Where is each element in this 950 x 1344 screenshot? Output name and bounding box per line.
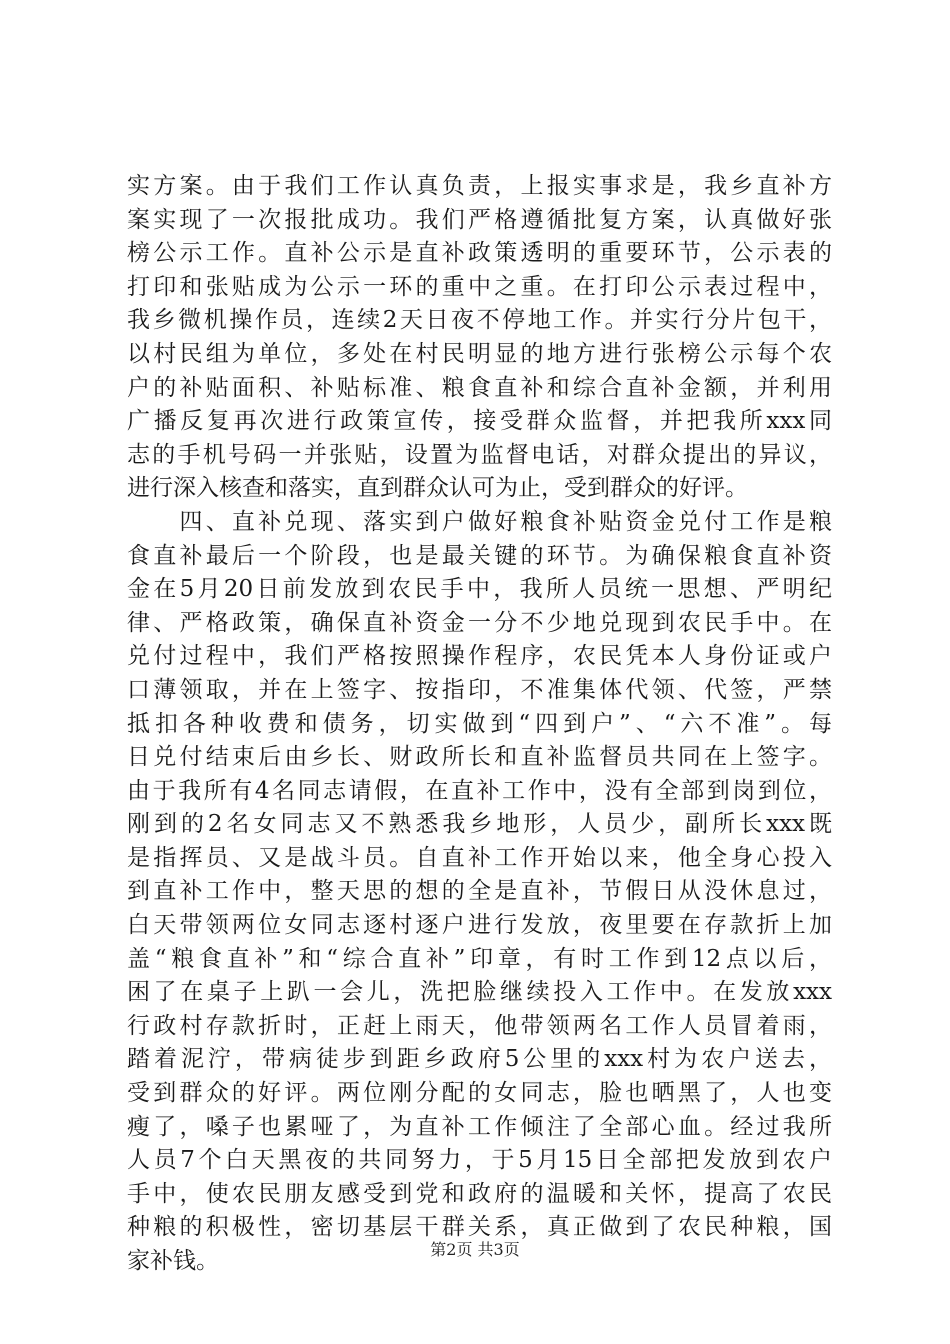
text-line: 踏着泥泞，带病徒步到距乡政府5公里的xxx村为农户送去， (127, 1046, 832, 1073)
text-line: 日兑付结束后由乡长、财政所长和直补监督员共同在上签字。 (127, 744, 832, 771)
text-line: 四、直补兑现、落实到户做好粮食补贴资金兑付工作是粮 (127, 508, 832, 535)
page-footer: 第2页 共3页 (430, 1240, 520, 1259)
text-line: 受到群众的好评。两位刚分配的女同志，脸也晒黑了，人也变 (127, 1080, 832, 1107)
text-line: 手中，使农民朋友感受到党和政府的温暖和关怀，提高了农民 (127, 1180, 832, 1207)
text-line: 行政村存款折时，正赶上雨天，他带领两名工作人员冒着雨， (127, 1012, 832, 1039)
text-line: 抵扣各种收费和债务，切实做到“四到户”、“六不准”。每 (127, 710, 832, 737)
text-line: 榜公示工作。直补公示是直补政策透明的重要环节，公示表的 (127, 240, 832, 267)
text-line: 家补钱。 (127, 1248, 219, 1274)
text-line: 到直补工作中，整天思的想的全是直补，节假日从没休息过， (127, 878, 832, 905)
text-line: 以村民组为单位，多处在村民明显的地方进行张榜公示每个农 (127, 340, 832, 367)
text-line: 案实现了一次报批成功。我们严格遵循批复方案，认真做好张 (127, 206, 832, 233)
text-line: 打印和张贴成为公示一环的重中之重。在打印公示表过程中， (127, 273, 832, 300)
text-line: 广播反复再次进行政策宣传，接受群众监督，并把我所xxx同 (127, 408, 832, 435)
text-line: 金在5月20日前发放到农民手中，我所人员统一思想、严明纪 (127, 576, 832, 603)
text-line: 进行深入核查和落实，直到群众认可为止，受到群众的好评。 (127, 475, 748, 502)
document-body (127, 170, 832, 1279)
text-line: 白天带领两位女同志逐村逐户进行发放，夜里要在存款折上加 (127, 912, 832, 939)
text-line: 刚到的2名女同志又不熟悉我乡地形，人员少，副所长xxx既 (127, 811, 832, 838)
text-line: 是指挥员、又是战斗员。自直补工作开始以来，他全身心投入 (127, 844, 832, 871)
text-line: 户的补贴面积、补贴标准、粮食直补和综合直补金额，并利用 (127, 374, 832, 401)
text-line: 志的手机号码一并张贴，设置为监督电话，对群众提出的异议， (127, 441, 832, 468)
text-line: 由于我所有4名同志请假，在直补工作中，没有全部到岗到位， (127, 777, 832, 804)
text-line: 实方案。由于我们工作认真负责，上报实事求是，我乡直补方 (127, 173, 832, 199)
text-line: 食直补最后一个阶段，也是最关键的环节。为确保粮食直补资 (127, 542, 832, 569)
text-line: 种粮的积极性，密切基层干群关系，真正做到了农民种粮，国 (127, 1214, 832, 1241)
text-line: 口薄领取，并在上签字、按指印，不准集体代领、代签，严禁 (127, 676, 832, 703)
text-line: 我乡微机操作员，连续2天日夜不停地工作。并实行分片包干， (127, 307, 832, 334)
text-line: 兑付过程中，我们严格按照操作程序，农民凭本人身份证或户 (127, 643, 832, 670)
text-line: 盖“粮食直补”和“综合直补”印章，有时工作到12点以后， (127, 945, 832, 972)
text-line: 律、严格政策，确保直补资金一分不少地兑现到农民手中。在 (127, 609, 832, 636)
text-line: 人员7个白天黑夜的共同努力，于5月15日全部把发放到农户 (127, 1147, 832, 1174)
text-line: 瘦了，嗓子也累哑了，为直补工作倾注了全部心血。经过我所 (127, 1113, 832, 1140)
text-line: 困了在桌子上趴一会儿，洗把脸继续投入工作中。在发放xxx (127, 979, 832, 1006)
